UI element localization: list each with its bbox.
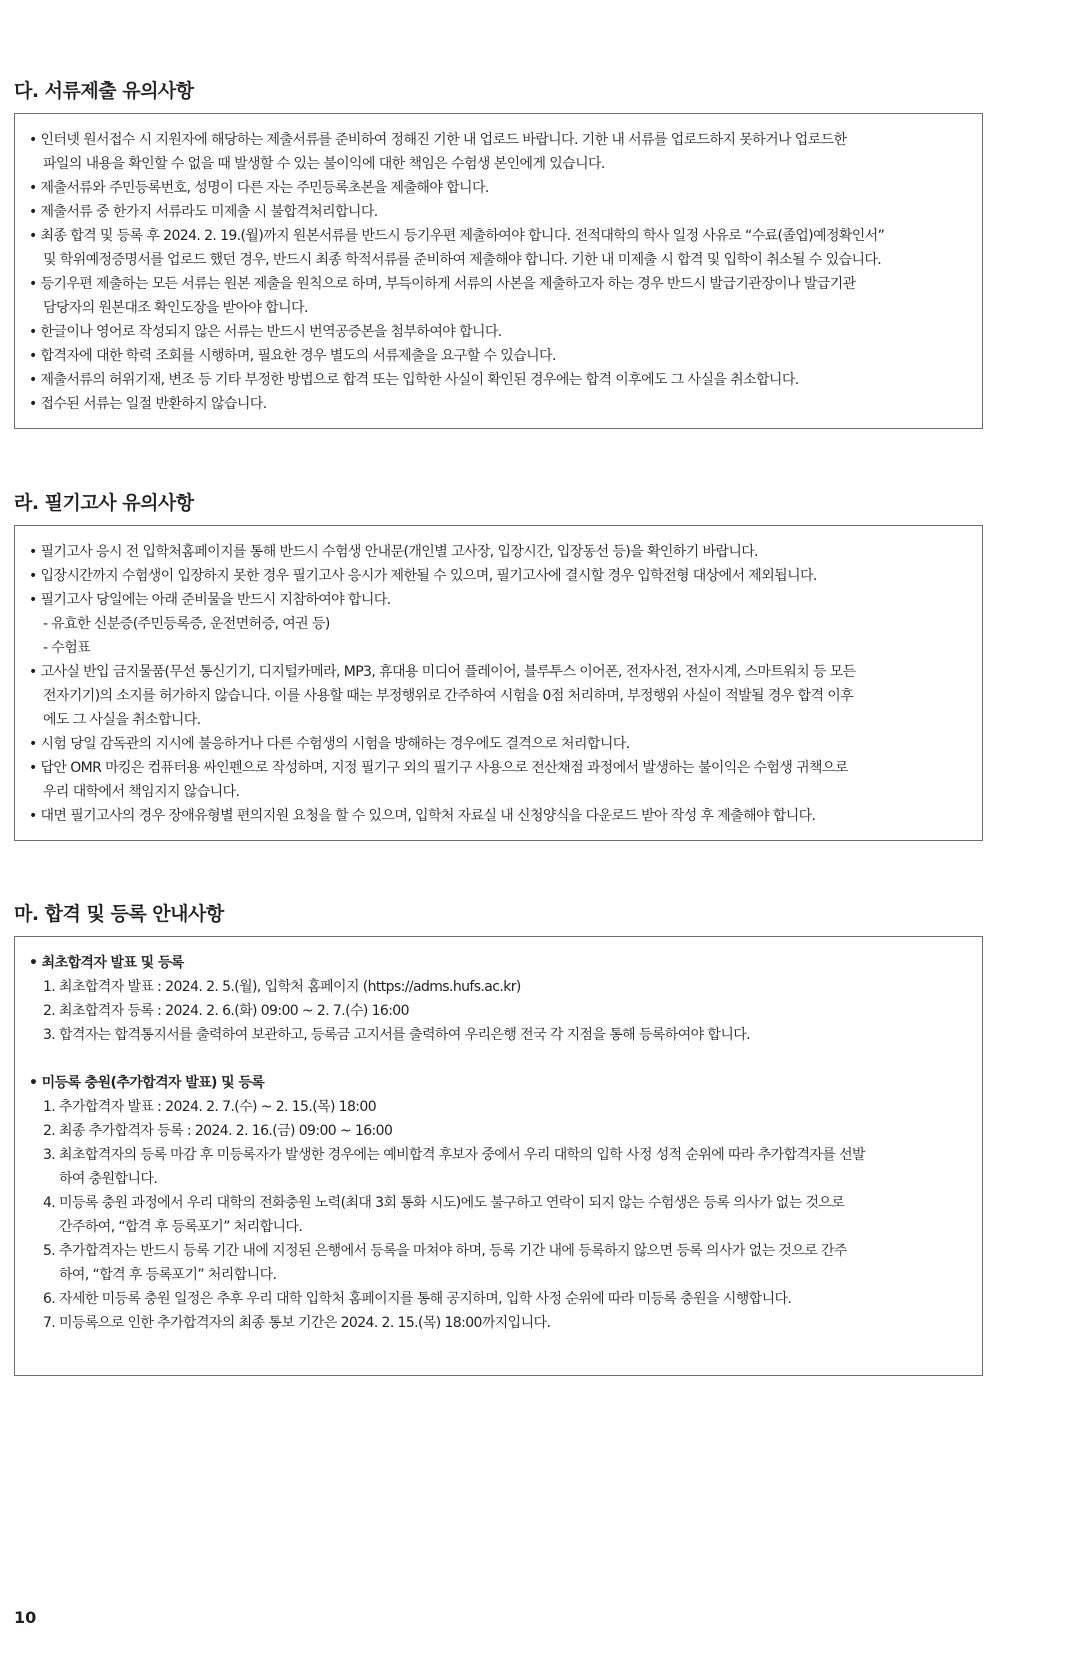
numbered-item: 1. 추가합격자 발표 : 2024. 2. 7.(수) ~ 2. 15.(목) 18:00	[43, 1099, 377, 1115]
notice-line: • 등기우편 제출하는 모든 서류는 원본 제출을 원칙으로 하며, 부득이하게 서류의 사본을 제출하고자 하는 경우 반드시 발급기관장이나 발급기관	[29, 276, 856, 292]
notice-line: • 필기고사 응시 전 입학처홈페이지를 통해 반드시 수험생 안내문(개인별 고사장, 입장시간, 입장동선 등)을 확인하기 바랍니다.	[29, 544, 759, 560]
notice-line: • 제출서류의 허위기재, 변조 등 기타 부정한 방법으로 합격 또는 입학한 사실이 확인된 경우에는 합격 이후에도 그 사실을 취소합니다.	[29, 372, 799, 388]
numbered-item-continuation: 하여 충원합니다.	[59, 1171, 158, 1187]
numbered-item: 7. 미등록으로 인한 추가합격자의 최종 통보 기간은 2024. 2. 15.(목) 18:00까지입니다.	[43, 1315, 551, 1331]
notice-line: • 필기고사 당일에는 아래 준비물을 반드시 지참하여야 합니다.	[29, 592, 391, 608]
notice-line: 우리 대학에서 책임지지 않습니다.	[43, 784, 240, 800]
section-title-document-submission: 다. 서류제출 유의사항	[14, 80, 194, 102]
group-heading-initial-admission: • 최초합격자 발표 및 등록	[29, 955, 184, 971]
notice-line: • 인터넷 원서접수 시 지원자에 해당하는 제출서류를 준비하여 정해진 기한 내 업로드 바랍니다. 기한 내 서류를 업로드하지 못하거나 업로드한	[29, 132, 847, 148]
notice-line: • 제출서류 중 한가지 서류라도 미제출 시 불합격처리합니다.	[29, 204, 378, 220]
section-title-admission-registration: 마. 합격 및 등록 안내사항	[14, 903, 224, 925]
notice-line: • 답안 OMR 마킹은 컴퓨터용 싸인펜으로 작성하며, 지정 필기구 외의 필기구 사용으로 전산채점 과정에서 발생하는 불이익은 수험생 귀책으로	[29, 760, 848, 776]
written-exam-notice-box	[14, 525, 983, 841]
notice-line: 및 학위예정증명서를 업로드 했던 경우, 반드시 최종 학적서류를 준비하여 제출해야 합니다. 기한 내 미제출 시 합격 및 입학이 취소될 수 있습니다.	[43, 252, 882, 268]
notice-line: 파일의 내용을 확인할 수 없을 때 발생할 수 있는 불이익에 대한 책임은 수험생 본인에게 있습니다.	[43, 156, 605, 172]
notice-subitem: - 수험표	[43, 640, 91, 656]
notice-line: 에도 그 사실을 취소합니다.	[43, 712, 201, 728]
numbered-item: 2. 최종 추가합격자 등록 : 2024. 2. 16.(금) 09:00 ~ 16:00	[43, 1123, 393, 1139]
numbered-item-continuation: 간주하여, “합격 후 등록포기” 처리합니다.	[59, 1219, 303, 1235]
notice-line: • 고사실 반입 금지물품(무선 통신기기, 디지털카메라, MP3, 휴대용 미디어 플레이어, 블루투스 이어폰, 전자사전, 전자시계, 스마트워치 등 모든	[29, 664, 856, 680]
page-number: 10	[14, 1608, 37, 1627]
notice-line: • 입장시간까지 수험생이 입장하지 못한 경우 필기고사 응시가 제한될 수 있으며, 필기고사에 결시할 경우 입학전형 대상에서 제외됩니다.	[29, 568, 817, 584]
notice-line: • 제출서류와 주민등록번호, 성명이 다른 자는 주민등록초본을 제출해야 합니다.	[29, 180, 489, 196]
notice-line: • 시험 당일 감독관의 지시에 불응하거나 다른 수험생의 시험을 방해하는 경우에도 결격으로 처리합니다.	[29, 736, 630, 752]
numbered-item: 3. 최초합격자의 등록 마감 후 미등록자가 발생한 경우에는 예비합격 후보자 중에서 우리 대학의 입학 사정 성적 순위에 따라 추가합격자를 선발	[43, 1147, 865, 1163]
section-title-written-exam: 라. 필기고사 유의사항	[14, 492, 194, 514]
notice-line: • 합격자에 대한 학력 조회를 시행하며, 필요한 경우 별도의 서류제출을 요구할 수 있습니다.	[29, 348, 556, 364]
notice-line: 전자기기)의 소지를 허가하지 않습니다. 이를 사용할 때는 부정행위로 간주하여 시험을 0점 처리하며, 부정행위 사실이 적발될 경우 합격 이후	[43, 688, 854, 704]
notice-line: • 접수된 서류는 일절 반환하지 않습니다.	[29, 396, 267, 412]
numbered-item: 4. 미등록 충원 과정에서 우리 대학의 전화충원 노력(최대 3회 통화 시도)에도 불구하고 연락이 되지 않는 수험생은 등록 의사가 없는 것으로	[43, 1195, 845, 1211]
notice-line: • 한글이나 영어로 작성되지 않은 서류는 반드시 번역공증본을 첨부하여야 합니다.	[29, 324, 502, 340]
numbered-item: 1. 최초합격자 발표 : 2024. 2. 5.(월), 입학처 홈페이지 (https://adms.hufs.ac.kr)	[43, 979, 521, 995]
numbered-item: 3. 합격자는 합격통지서를 출력하여 보관하고, 등록금 고지서를 출력하여 우리은행 전국 각 지점을 통해 등록하여야 합니다.	[43, 1027, 751, 1043]
notice-line: 담당자의 원본대조 확인도장을 받아야 합니다.	[43, 300, 308, 316]
group-spacer	[29, 1047, 968, 1071]
notice-line: • 최종 합격 및 등록 후 2024. 2. 19.(월)까지 원본서류를 반드시 등기우편 제출하여야 합니다. 전적대학의 학사 일정 사유로 “수료(졸업)예정확인서”	[29, 228, 885, 244]
notice-line: • 대면 필기고사의 경우 장애유형별 편의지원 요청을 할 수 있으며, 입학처 자료실 내 신청양식을 다운로드 받아 작성 후 제출해야 합니다.	[29, 808, 816, 824]
numbered-item-continuation: 하여, “합격 후 등록포기” 처리합니다.	[59, 1267, 277, 1283]
group-heading-additional-admission: • 미등록 충원(추가합격자 발표) 및 등록	[29, 1075, 265, 1091]
document-submission-notice-box	[14, 113, 983, 429]
admission-registration-notice-box	[14, 936, 983, 1376]
notice-subitem: - 유효한 신분증(주민등록증, 운전면허증, 여권 등)	[43, 616, 330, 632]
numbered-item: 5. 추가합격자는 반드시 등록 기간 내에 지정된 은행에서 등록을 마쳐야 하며, 등록 기간 내에 등록하지 않으면 등록 의사가 없는 것으로 간주	[43, 1243, 847, 1259]
numbered-item: 6. 자세한 미등록 충원 일정은 추후 우리 대학 입학처 홈페이지를 통해 공지하며, 입학 사정 순위에 따라 미등록 충원을 시행합니다.	[43, 1291, 792, 1307]
numbered-item: 2. 최초합격자 등록 : 2024. 2. 6.(화) 09:00 ~ 2. 7.(수) 16:00	[43, 1003, 409, 1019]
